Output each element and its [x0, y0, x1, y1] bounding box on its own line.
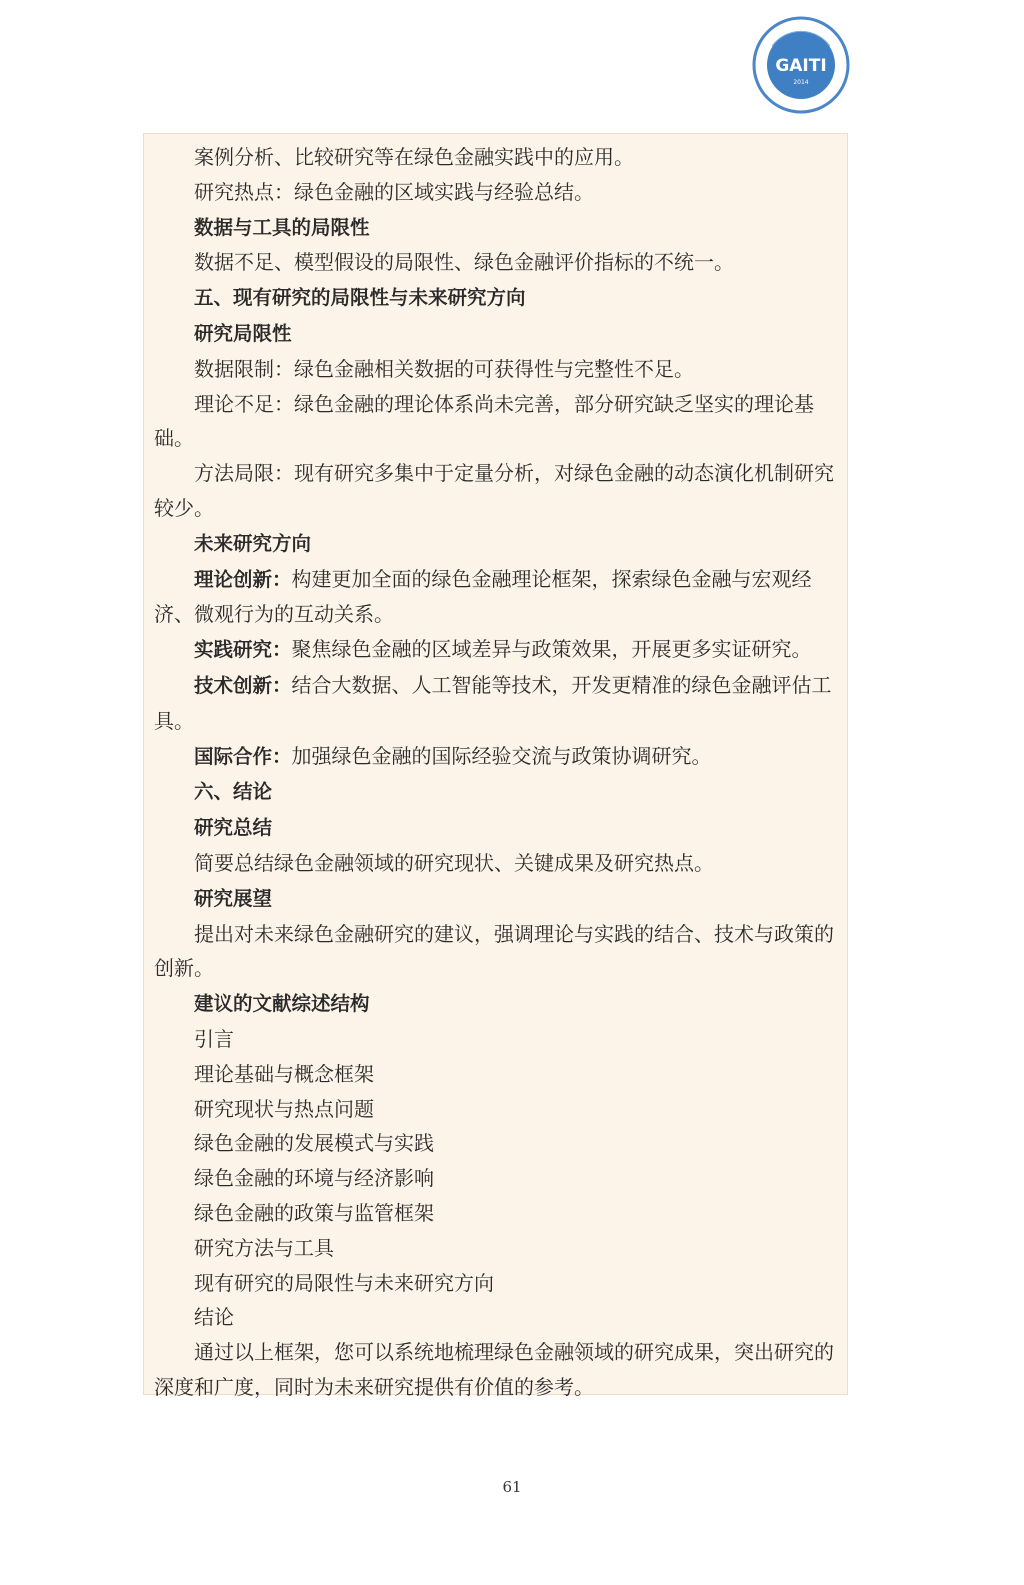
- lead-paragraph: [154, 739, 837, 775]
- body-paragraph: 绿色金融的环境与经济影响: [194, 1166, 434, 1191]
- lead-body: 加强绿色金融的国际经验交流与政策协调研究。: [291, 743, 712, 768]
- heading-text: 六、结论: [194, 780, 273, 804]
- gaiti-logo: [750, 16, 852, 114]
- lead-body: 聚焦绿色金融的区域差异与政策效果，开展更多实证研究。: [291, 637, 812, 662]
- section-heading: [154, 810, 837, 846]
- lead-label: 实践研究：: [194, 638, 292, 662]
- lead-body: 构建更加全面的绿色金融理论框架，探索绿色金融与宏观经济、微观行为的互动关系。: [154, 566, 812, 627]
- body-paragraph: 研究方法与工具: [194, 1235, 334, 1260]
- body-paragraph: 数据限制：绿色金融相关数据的可获得性与完整性不足。: [194, 356, 694, 381]
- logo-text: GAITI: [775, 56, 827, 76]
- body-paragraph: 引言: [194, 1026, 234, 1051]
- page-number: 61: [502, 1478, 522, 1496]
- lead-paragraph: [154, 562, 837, 633]
- content-panel: [143, 133, 848, 1399]
- lead-label: 技术创新：: [194, 673, 292, 697]
- lead-paragraph: [154, 632, 837, 668]
- section-heading: [154, 774, 837, 810]
- section-heading: [154, 881, 837, 917]
- lead-paragraph: [154, 668, 837, 739]
- body-paragraph: 案例分析、比较研究等在绿色金融实践中的应用。: [194, 145, 634, 169]
- body-paragraph: 理论基础与概念框架: [194, 1061, 374, 1086]
- lead-label: 理论创新：: [194, 567, 292, 591]
- body-paragraph: 结论: [194, 1305, 234, 1330]
- body-paragraph: 数据不足、模型假设的局限性、绿色金融评价指标的不统一。: [194, 250, 734, 275]
- heading-text: 数据与工具的局限性: [194, 215, 370, 239]
- section-heading: [154, 986, 837, 1022]
- section-heading: [154, 210, 837, 246]
- section-heading: [154, 526, 837, 562]
- logo-year: 2014: [793, 79, 809, 86]
- body-paragraph: 绿色金融的政策与监管框架: [194, 1200, 434, 1225]
- body-paragraph: 方法局限：现有研究多集中于定量分析，对绿色金融的动态演化机制研究较少。: [154, 461, 834, 520]
- body-paragraph: 理论不足：绿色金融的理论体系尚未完善，部分研究缺乏坚实的理论基础。: [154, 391, 814, 451]
- heading-text: 研究总结: [194, 816, 273, 840]
- body-paragraph: 现有研究的局限性与未来研究方向: [194, 1270, 494, 1295]
- lead-body: 结合大数据、人工智能等技术，开发更精准的绿色金融评估工具。: [154, 672, 832, 733]
- heading-text: 五、现有研究的局限性与未来研究方向: [194, 286, 526, 310]
- heading-text: 研究局限性: [194, 321, 292, 345]
- heading-text: 研究展望: [194, 886, 273, 910]
- body-paragraph: 简要总结绿色金融领域的研究现状、关键成果及研究热点。: [194, 850, 714, 875]
- body-paragraph: 研究现状与热点问题: [194, 1096, 374, 1121]
- body-paragraph: 绿色金融的发展模式与实践: [194, 1131, 434, 1156]
- heading-text: 建议的文献综述结构: [194, 992, 370, 1016]
- body-paragraph: 通过以上框架，您可以系统地梳理绿色金融领域的研究成果，突出研究的深度和广度，同时为未来研究提供有价值的参考。: [154, 1340, 834, 1399]
- section-heading: [154, 316, 837, 352]
- body-paragraph: 研究热点：绿色金融的区域实践与经验总结。: [194, 179, 594, 204]
- body-paragraph: 提出对未来绿色金融研究的建议，强调理论与实践的结合、技术与政策的创新。: [154, 921, 834, 981]
- section-heading: [154, 280, 837, 316]
- heading-text: 未来研究方向: [194, 531, 312, 555]
- lead-label: 国际合作：: [194, 744, 292, 768]
